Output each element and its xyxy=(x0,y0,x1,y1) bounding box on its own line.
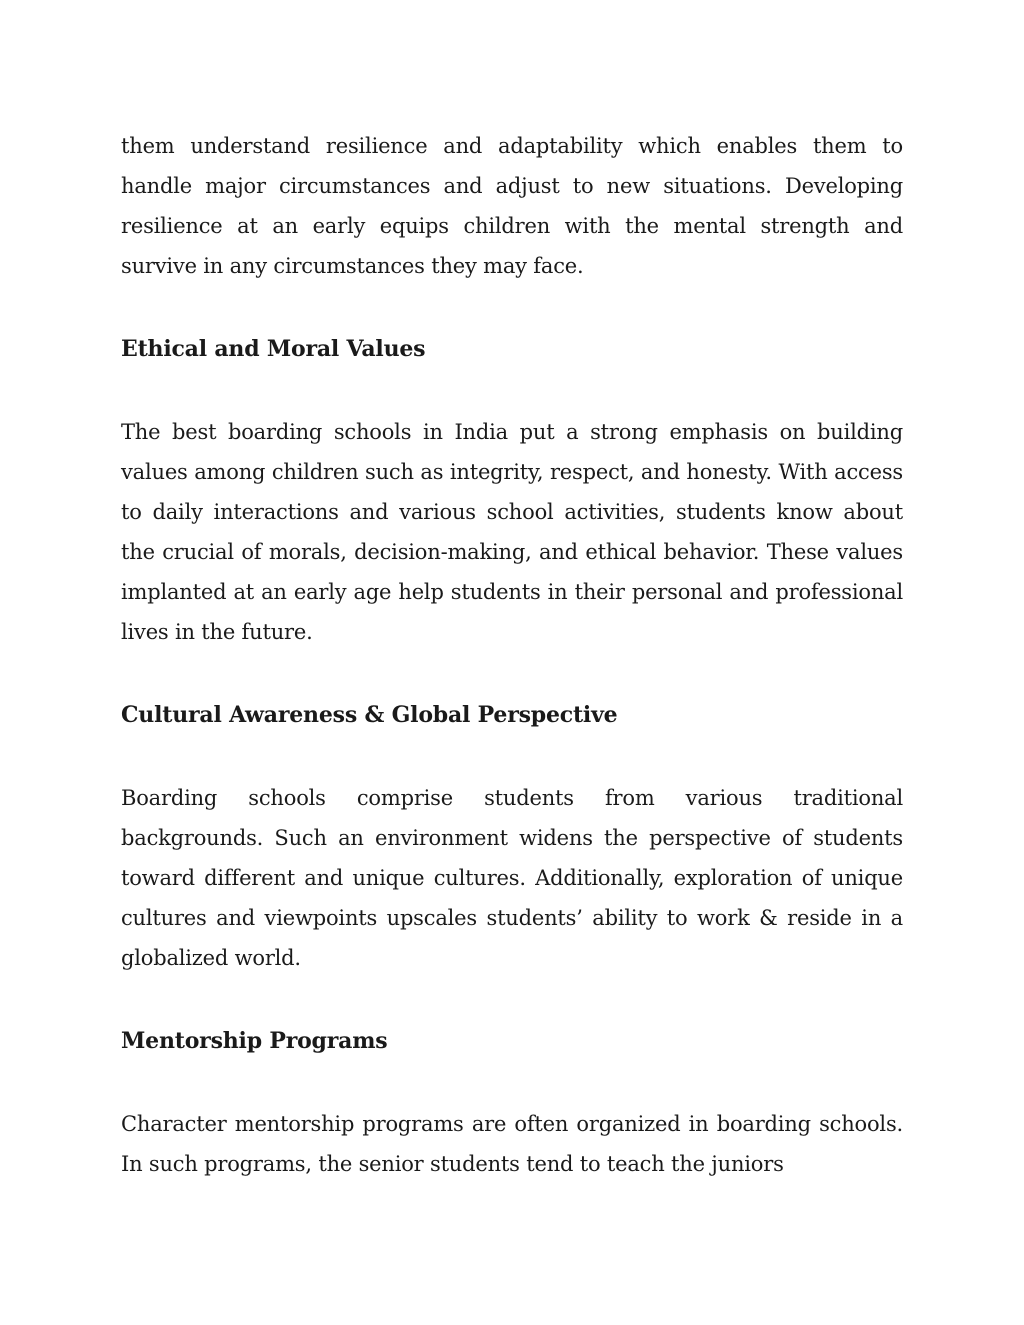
heading-mentorship-programs: Mentorship Programs xyxy=(121,1028,388,1054)
spacer xyxy=(121,978,903,1021)
paragraph-cultural-awareness: Boarding schools comprise students from various traditional backgrounds. Such an environment widens the perspective of students toward different and unique cultures. Additionally, exploration of unique cultures and viewpoints upscales students’ ability to work & reside in a globalized world. xyxy=(121,786,903,970)
spacer xyxy=(121,369,903,412)
spacer xyxy=(121,286,903,329)
spacer xyxy=(121,1061,903,1104)
paragraph-mentorship: Character mentorship programs are often organized in boarding schools. In such programs, the senior students tend to teach the juniors xyxy=(121,1112,903,1176)
spacer xyxy=(121,652,903,695)
heading-cultural-awareness: Cultural Awareness & Global Perspective xyxy=(121,702,618,728)
paragraph-resilience: them understand resilience and adaptability which enables them to handle major circumstances and adjust to new situations. Developing resilience at an early equips children with the mental strength and survive in any circumstances they may face. xyxy=(121,134,903,278)
document-body xyxy=(121,126,903,1184)
spacer xyxy=(121,735,903,778)
paragraph-ethical-values: The best boarding schools in India put a strong emphasis on building values among children such as integrity, respect, and honesty. With access to daily interactions and various school activities, students know about the crucial of morals, decision-making, and ethical behavior. These values implanted at an early age help students in their personal and professional lives in the future. xyxy=(121,420,903,644)
heading-ethical-moral-values: Ethical and Moral Values xyxy=(121,336,426,362)
